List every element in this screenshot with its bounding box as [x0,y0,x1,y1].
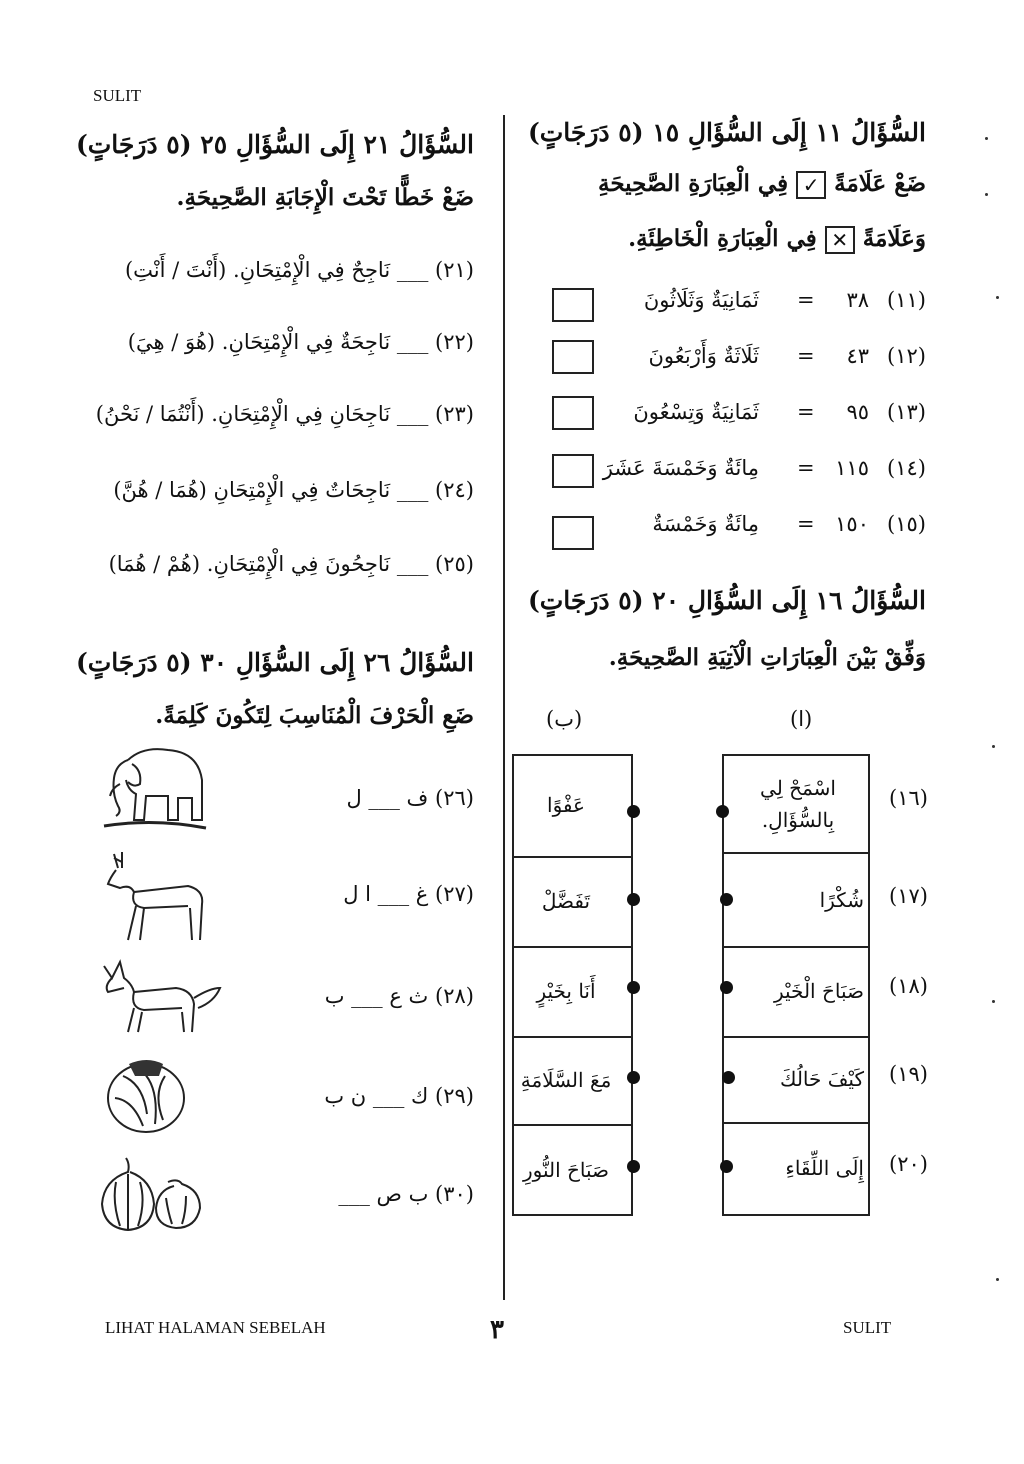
equals-sign: = [797,456,815,480]
item-letters[interactable]: غ ___ ا ل [343,882,429,906]
item-number: (٢٧) [435,882,474,906]
item-number: (١١) [887,288,926,312]
item-value: ٤٣ [846,344,869,368]
pronoun-item [96,402,474,426]
answer-box[interactable] [552,396,594,430]
column-b-label: (ب) [546,707,583,731]
answer-box[interactable] [552,516,594,550]
match-dot-a[interactable] [722,1071,735,1084]
item-sentence: ___ نَاجِحٌ فِي الْإِمْتِحَانِ. [233,258,429,282]
item-sentence: ___ نَاجِحَانِ فِي الْإِمْتِحَانِ. [211,402,429,426]
answer-box[interactable] [552,288,594,322]
section4-heading: السُّؤَالُ ٢٦ إِلَى السُّؤَالِ ٣٠ (٥ دَرَجَاتٍ) [75,648,474,677]
match-a-text: شُكْرًا [819,888,864,912]
instr1-post: فِي الْعِبَارَةِ الصَّحِيحَةِ [597,170,789,197]
match-dot-b[interactable] [627,1160,640,1173]
equals-sign: = [797,288,815,312]
match-number: (١٦) [889,786,928,810]
match-b-text: صَبَاحَ النُّورِ [522,1158,610,1182]
row-divider [722,852,870,854]
column-a-label: (ا) [790,707,813,731]
item-value: ١١٥ [835,456,869,480]
item-letters[interactable]: ب ص ___ [338,1182,429,1206]
match-dot-b[interactable] [627,981,640,994]
page-number: ٣ [490,1315,504,1345]
item-letters[interactable]: ك ___ ن ب [324,1084,429,1108]
match-b-text: عَفْوًا [547,793,585,817]
item-number: (٢٨) [435,984,474,1008]
section1-instruction-1 [598,170,926,199]
cross-icon: ✕ [825,226,855,254]
margin-speck [992,745,995,748]
item-value: ٩٥ [846,400,869,424]
item-number: (١٢) [887,344,926,368]
cabbage-icon [103,1054,189,1138]
letter-item [324,1084,474,1108]
match-a-text: إِلَى اللِّقَاءِ [785,1156,864,1180]
section1-instruction-2 [628,225,926,254]
elephant-icon [98,740,210,836]
item-number: (٢٢) [435,330,474,354]
item-options[interactable]: (أَنْتُمَا / نَحْنُ) [95,402,205,426]
match-a-text: كَيْفَ حَالُكَ [779,1067,864,1091]
onion-icon [96,1152,206,1236]
item-number: (٣٠) [435,1182,474,1206]
match-b-text: مَعَ السَّلَامَةِ [520,1068,612,1092]
letter-item [325,984,474,1008]
item-sentence: ___ نَاجِحَاتٌ فِي الْإِمْتِحَانِ [213,478,429,502]
item-number: (٢٣) [435,402,474,426]
item-number: (٢٥) [435,552,474,576]
item-sentence: ___ نَاجِحَةٌ فِي الْإِمْتِحَانِ. [221,330,429,354]
footer-left-text: LIHAT HALAMAN SEBELAH [105,1318,326,1337]
match-dot-a[interactable] [716,805,729,818]
pronoun-item [125,258,474,282]
fox-icon [98,958,224,1038]
item-words: ثَمَانِيَةٌ وَتِسْعُونَ [633,400,759,424]
item-options[interactable]: (أَنْتَ / أَنْتِ) [124,258,227,282]
section2-heading: السُّؤَالُ ١٦ إِلَى السُّؤَالِ ٢٠ (٥ دَرَجَاتٍ) [527,586,926,615]
match-b-text: أَنَا بِخَيْرٍ [536,979,596,1003]
match-number: (١٨) [889,974,928,998]
section2-instruction: وَفِّقْ بَيْنَ الْعِبَارَاتِ الْآتِيَةِ الصَّحِيحَةِ. [608,644,926,671]
equals-sign: = [797,344,815,368]
item-number: (٢٩) [435,1084,474,1108]
instr1-pre: ضَعْ عَلَامَةً [834,170,926,197]
item-words: ثَلَاثَةٌ وَأَرْبَعُونَ [648,344,759,368]
item-number: (٢٦) [435,786,474,810]
margin-speck [996,296,999,299]
pronoun-item [113,478,474,502]
margin-speck [992,1000,995,1003]
instr2-pre: وَعَلَامَةً [862,225,926,252]
item-number: (١٥) [887,512,926,536]
item-number: (١٣) [887,400,926,424]
item-value: ١٥٠ [835,512,869,536]
match-b-text: تَفَضَّلْ [541,889,591,913]
checkmark-icon: ✓ [796,171,826,199]
margin-speck [985,137,988,140]
item-sentence: ___ نَاجِحُونَ فِي الْإِمْتِحَانِ. [206,552,429,576]
match-a-text: صَبَاحَ الْخَيْرِ [773,979,864,1003]
item-options[interactable]: (هُمْ / هُمَا) [108,552,201,576]
answer-box[interactable] [552,454,594,488]
letter-item [346,786,474,810]
item-words: مِائَةٌ وَخَمْسَةٌ [652,512,759,536]
item-options[interactable]: (هُوَ / هِيَ) [127,330,216,354]
match-a-text: اسْمَحْ لِي بِالسُّؤَالِ. [760,776,836,832]
item-number: (٢١) [435,258,474,282]
match-dot-b[interactable] [627,893,640,906]
header-sulit: SULIT [93,86,142,105]
item-words: ثَمَانِيَةٌ وَثَلَاثُونَ [643,288,759,312]
margin-speck [985,193,988,196]
match-number: (١٧) [889,884,928,908]
item-words: مِائَةٌ وَخَمْسَةَ عَشَرَ [602,456,759,480]
equals-sign: = [797,512,815,536]
match-number: (١٩) [889,1062,928,1086]
deer-icon [100,848,212,944]
answer-box[interactable] [552,340,594,374]
item-value: ٣٨ [846,288,869,312]
item-number: (٢٤) [435,478,474,502]
column-divider [503,115,505,1300]
item-number: (١٤) [887,456,926,480]
match-dot-b[interactable] [627,805,640,818]
margin-speck [996,1278,999,1281]
item-letters[interactable]: ث ع ___ ب [324,984,429,1008]
letter-item [343,882,474,906]
match-dot-a[interactable] [720,981,733,994]
section1-heading: السُّؤَالُ ١١ إِلَى السُّؤَالِ ١٥ (٥ دَرَجَاتٍ) [527,118,926,147]
letter-item [338,1182,474,1206]
section4-instruction: ضَعِ الْحَرْفَ الْمُنَاسِبَ لِتَكُونَ كَلِمَةً. [155,702,474,729]
section3-instruction: ضَعْ خَطًّا تَحْتَ الْإِجَابَةِ الصَّحِيحَةِ. [176,184,474,211]
match-number: (٢٠) [889,1152,928,1176]
equals-sign: = [797,400,815,424]
match-dot-a[interactable] [720,1160,733,1173]
match-dot-a[interactable] [720,893,733,906]
pronoun-item [109,552,474,576]
item-options[interactable]: (هُمَا / هُنَّ) [113,478,207,502]
match-dot-b[interactable] [627,1071,640,1084]
item-letters[interactable]: ف ___ ل [346,786,429,810]
instr2-post: فِي الْعِبَارَةِ الْخَاطِئَةِ. [628,225,817,252]
pronoun-item [128,330,474,354]
section3-heading: السُّؤَالُ ٢١ إِلَى السُّؤَالِ ٢٥ (٥ دَرَجَاتٍ) [75,130,474,159]
footer-right-text: SULIT [843,1318,892,1337]
